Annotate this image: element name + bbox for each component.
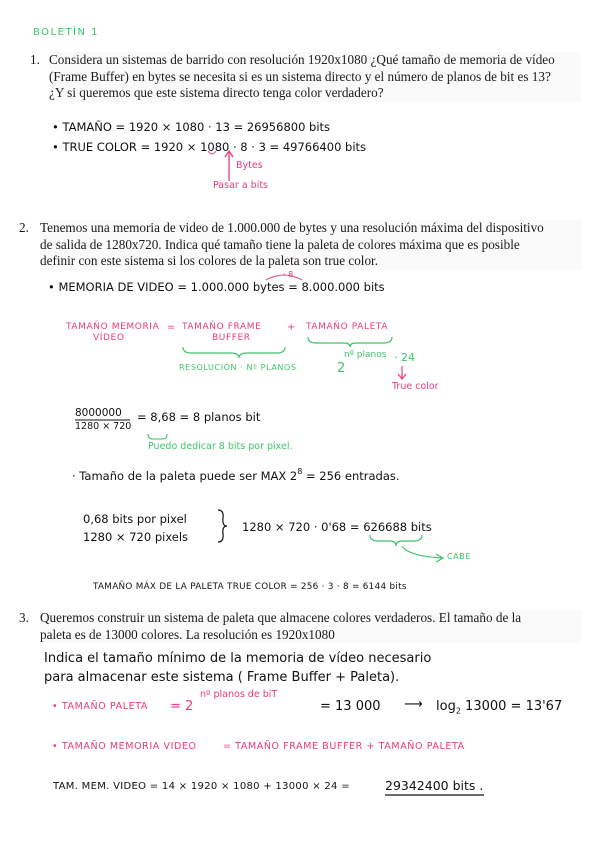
- q2-resolucion-note: RESOLUCIÓN · Nº PLANOS: [179, 363, 297, 372]
- q2-mult-note: · 8: [283, 270, 294, 279]
- q2-two-base: 2: [337, 361, 346, 376]
- q2-formula-plus: +: [287, 322, 296, 333]
- q1-answer-size: • TAMAÑO = 1920 × 1080 · 13 = 26956800 bits: [52, 120, 331, 134]
- q2-max-paleta: TAMAÑO MÁX DE LA PALETA TRUE COLOR = 256 · 3 · 8 = 6144 bits: [93, 582, 407, 592]
- q1-number: 1.: [30, 52, 40, 67]
- q2-dedicar-note: Puedo dedicar 8 bits por pixel.: [148, 441, 293, 452]
- q2-formula-mid-1: TAMAÑO FRAME: [182, 322, 262, 332]
- q2-memory-line: • MEMORIA DE VIDEO = 1.000.000 bytes = 8.000.000 bits: [48, 280, 385, 294]
- q3-memory-label: • TAMAÑO MEMORIA VIDEO: [52, 741, 197, 752]
- q2-formula-mid-2: BUFFER: [212, 333, 251, 343]
- q2-curly-brace: [218, 510, 227, 542]
- q2-brace-paleta: [308, 337, 392, 347]
- q1-hook: [208, 151, 216, 154]
- q2-paleta-line-text: · Tamaño de la paleta puede ser MAX 2: [72, 469, 298, 483]
- q3-final-value: 29342400 bits .: [385, 778, 484, 793]
- q2-line: Tenemos una memoria de video de 1.000.000 de bytes y una resolución máxima del dispositivo: [40, 220, 544, 235]
- q3-paleta-label: • TAMAÑO PALETA: [52, 701, 148, 712]
- q3-paleta-exp: nº planos de biT: [200, 689, 278, 700]
- q1-answer-truecolor: • TRUE COLOR = 1920 × 1080 · 8 · 3 = 49766400 bits: [52, 140, 367, 154]
- q2-pixels: 1280 × 720 pixels: [83, 530, 189, 544]
- q2-formula-left-2: VÍDEO: [93, 333, 125, 343]
- q2-arrow-truecolor: [398, 366, 406, 379]
- q3-memory-eq: = TAMAÑO FRAME BUFFER + TAMAÑO PALETA: [223, 741, 465, 752]
- q3-paleta-value: = 13 000: [320, 699, 381, 714]
- q3-line: Queremos construir un sistema de paleta que almacene colores verdaderos. El tamaño de la: [40, 610, 522, 625]
- q2-fraction-result: = 8,68 = 8 planos bit: [137, 410, 261, 424]
- q2-calc: 1280 × 720 · 0'68 = 626688 bits: [242, 520, 432, 534]
- q2-fraction-denominator: 1280 × 720: [75, 421, 132, 432]
- q3-number: 3.: [19, 610, 29, 625]
- q2-formula-left-1: TAMAÑO MEMORIA: [66, 322, 160, 332]
- q3-hw-line-1: Indica el tamaño mínimo de la memoria de vídeo necesario: [44, 651, 432, 666]
- q2-mult-24: · 24: [394, 351, 415, 364]
- q2-fraction-numerator: 8000000: [75, 407, 122, 419]
- q3-hw-line-2: para almacenar este sistema ( Frame Buffer + Paleta).: [44, 670, 400, 685]
- q2-line: definir con este sistema si los colores de la paleta son true color.: [40, 253, 379, 268]
- q2-formula-right: TAMAÑO PALETA: [306, 322, 389, 332]
- q2-number: 2.: [19, 220, 29, 235]
- q1-line: (Frame Buffer) en bytes se necesita si es un sistema directo y el número de planos de bit es 13?: [49, 68, 551, 84]
- q2-bits-por-pixel: 0,68 bits por pixel: [83, 512, 187, 526]
- q2-arrow-cabe: [402, 546, 443, 562]
- q3-paleta-eq: = 2: [170, 699, 194, 714]
- q1-line: ¿Y si queremos que este sistema directo tenga color verdadero?: [49, 85, 384, 100]
- q2-mult-arc: [266, 275, 302, 280]
- page-title: BOLETÍN 1: [33, 27, 100, 38]
- q1-arrow-up: [225, 151, 233, 181]
- q2-planos-exp: nº planos: [344, 350, 387, 360]
- q1-bytes-note: Bytes: [236, 160, 263, 171]
- q2-true-color-note: True color: [392, 381, 439, 392]
- q3-arrow: ⟶: [404, 697, 423, 712]
- q3-final-label: TAM. MEM. VIDEO = 14 × 1920 × 1080 + 13000 × 24 =: [53, 781, 350, 792]
- q3-log-val: 13000 = 13'67: [460, 699, 563, 714]
- q2-brace-frame: [183, 347, 285, 358]
- q1-line: Considera un sistemas de barrido con resolución 1920x1080 ¿Qué tamaño de memoria de vídeo: [49, 52, 555, 67]
- q2-paleta-exp: 8: [297, 467, 303, 476]
- q2-brace-calc: [370, 535, 422, 546]
- q2-paleta-end: = 256 entradas.: [302, 469, 400, 483]
- q3-log-text: log: [436, 699, 456, 714]
- q2-cabe-note: CABE: [447, 552, 472, 561]
- q2-line: de salida de 1280x720. Indica qué tamaño tiene la paleta de colores máxima que es posible: [40, 236, 520, 252]
- q2-brace-dedicar: [148, 434, 167, 439]
- q2-formula-eq: =: [167, 322, 176, 333]
- q3-line: paleta es de 13000 colores. La resolución es 1920x1080: [40, 626, 335, 642]
- q3-log-sub: 2: [455, 706, 461, 716]
- q1-pasar-note: Pasar a bits: [213, 180, 269, 191]
